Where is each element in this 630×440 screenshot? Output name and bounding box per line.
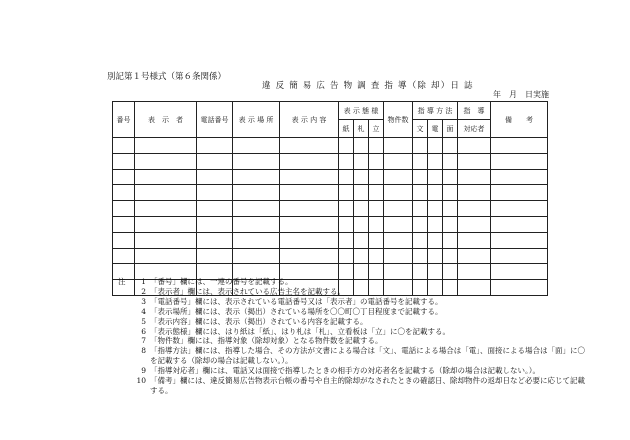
table-cell: [413, 216, 428, 232]
header-content: 表 示 内 容: [280, 102, 339, 138]
note-prefix: [118, 297, 128, 307]
table-cell: [428, 232, 443, 248]
table-cell: [369, 169, 384, 185]
table-cell: [413, 169, 428, 185]
table-cell: [428, 248, 443, 264]
table-cell: [135, 185, 197, 201]
table-cell: [113, 169, 135, 185]
table-cell: [443, 153, 458, 169]
note-item: [118, 317, 588, 327]
table-cell: [491, 169, 548, 185]
table-cell: [428, 138, 443, 154]
table-row: [113, 169, 548, 185]
table-cell: [458, 169, 491, 185]
header-number: 番号: [113, 102, 135, 138]
table-cell: [197, 248, 233, 264]
table-cell: [113, 153, 135, 169]
table-cell: [233, 216, 280, 232]
note-text: 「表示場所」欄には、表示（掲出）されている場所を〇〇町〇丁目程度まで記載する。: [150, 306, 443, 316]
table-cell: [339, 169, 354, 185]
table-cell: [458, 185, 491, 201]
table-row: [113, 185, 548, 201]
table-cell: [458, 216, 491, 232]
table-row: [113, 153, 548, 169]
note-prefix: [118, 287, 128, 297]
note-item: [118, 297, 588, 307]
header-method-document: 文: [413, 120, 428, 138]
table-cell: [384, 201, 413, 217]
header-phone: 電話番号: [197, 102, 233, 138]
table-cell: [413, 185, 428, 201]
form-label: 別記第１号様式（第６条関係）: [107, 72, 227, 82]
table-cell: [197, 185, 233, 201]
table-cell: [384, 232, 413, 248]
table-cell: [280, 138, 339, 154]
table-cell: [354, 169, 369, 185]
notes-section: [118, 277, 588, 396]
table-cell: [233, 138, 280, 154]
header-method-face: 面: [443, 120, 458, 138]
note-number: 2: [141, 286, 146, 296]
note-item: [118, 327, 588, 337]
table-cell: [443, 216, 458, 232]
table-cell: [113, 248, 135, 264]
table-cell: [428, 169, 443, 185]
table-cell: [280, 153, 339, 169]
table-cell: [354, 138, 369, 154]
table-cell: [428, 201, 443, 217]
table-cell: [135, 248, 197, 264]
table-cell: [280, 169, 339, 185]
table-cell: [197, 216, 233, 232]
table-cell: [233, 169, 280, 185]
table-cell: [491, 216, 548, 232]
table-cell: [339, 185, 354, 201]
table-cell: [197, 153, 233, 169]
table-cell: [413, 153, 428, 169]
table-cell: [369, 232, 384, 248]
table-cell: [354, 201, 369, 217]
header-remarks: 備 考: [491, 102, 548, 138]
header-form-paper: 紙: [339, 120, 354, 138]
note-prefix: [118, 336, 128, 346]
table-cell: [443, 232, 458, 248]
table-cell: [233, 248, 280, 264]
table-cell: [113, 185, 135, 201]
table-cell: [280, 216, 339, 232]
table-cell: [197, 169, 233, 185]
table-cell: [233, 232, 280, 248]
table-cell: [413, 138, 428, 154]
note-number: 7: [141, 336, 146, 346]
table-cell: [369, 153, 384, 169]
table-cell: [113, 138, 135, 154]
note-item: [118, 346, 588, 366]
table-cell: [491, 138, 548, 154]
document-title: 違 反 簡 易 広 告 物 調 査 指 導（除 却）日 誌: [262, 81, 474, 91]
note-item: [118, 287, 588, 297]
note-text: 「表示者」欄には、表示されている広告主名を記載する。: [150, 286, 345, 296]
table-cell: [491, 232, 548, 248]
note-prefix: [118, 327, 128, 337]
note-text: 「表示態様」欄には、はり紙は「紙」、はり札は「札」、立看板は「立」に〇を記載する。: [150, 326, 450, 336]
table-cell: [197, 138, 233, 154]
table-cell: [339, 201, 354, 217]
table-row: [113, 248, 548, 264]
table-cell: [491, 248, 548, 264]
table-cell: [428, 153, 443, 169]
table-cell: [384, 248, 413, 264]
table-cell: [443, 201, 458, 217]
table-cell: [135, 169, 197, 185]
table-cell: [135, 216, 197, 232]
table-row: [113, 201, 548, 217]
table-cell: [354, 216, 369, 232]
table-cell: [443, 169, 458, 185]
table-cell: [384, 216, 413, 232]
note-prefix: [118, 307, 128, 317]
table-cell: [443, 138, 458, 154]
table-cell: [135, 138, 197, 154]
table-cell: [413, 248, 428, 264]
table-cell: [369, 216, 384, 232]
header-form-tag: 札: [354, 120, 369, 138]
note-prefix: [118, 376, 128, 396]
note-text: 「表示内容」欄には、表示（掲出）されている内容を記載する。: [150, 316, 368, 326]
table-row: [113, 138, 548, 154]
table-cell: [458, 248, 491, 264]
table-cell: [369, 185, 384, 201]
note-number: 8: [141, 346, 146, 356]
table-cell: [458, 138, 491, 154]
header-location: 表 示 場 所: [233, 102, 280, 138]
table-cell: [413, 201, 428, 217]
table-cell: [428, 216, 443, 232]
table-cell: [197, 201, 233, 217]
note-text: 「指導方法」欄には、指導した場合、その方法が文書による場合は「文」、電話による場合は「電」、面接による場合は「面」に〇を記載する（除却の場合は記載しない。）。: [150, 346, 585, 366]
note-text: 「番号」欄には、一連の番号を記載する。: [150, 277, 293, 286]
note-number: 4: [141, 306, 146, 316]
note-number: 1: [141, 277, 146, 286]
table-cell: [491, 153, 548, 169]
note-item: [118, 376, 588, 396]
table-cell: [384, 138, 413, 154]
table-cell: [113, 201, 135, 217]
table-cell: [280, 248, 339, 264]
note-item: [118, 336, 588, 346]
table-cell: [413, 232, 428, 248]
table-row: [113, 232, 548, 248]
note-text: 「備考」欄には、違反簡易広告物表示台帳の番号や自主的除却がなされたときの確認日、除却物件の返却日など必要に応じて記載する。: [150, 376, 585, 395]
note-item: [118, 277, 588, 287]
table-cell: [369, 201, 384, 217]
note-number: 6: [141, 326, 146, 336]
header-form-stand: 立: [369, 120, 384, 138]
header-guidance-target: 指 導: [458, 102, 491, 120]
table-cell: [113, 216, 135, 232]
table-cell: [384, 169, 413, 185]
note-prefix: [118, 317, 128, 327]
table-cell: [339, 248, 354, 264]
table-cell: [233, 201, 280, 217]
date-line: 年 月 日実施: [493, 90, 549, 99]
table-cell: [135, 232, 197, 248]
table-cell: [369, 138, 384, 154]
table-cell: [428, 185, 443, 201]
note-text: 「電話番号」欄には、表示されている電話番号又は「表示者」の電話番号を記載する。: [150, 296, 443, 306]
header-guidance-method: 指 導 方 法: [413, 102, 458, 120]
note-text: 「物件数」欄には、指導対象（除却対象）となる物件数を記載する。: [150, 336, 383, 346]
note-item: [118, 366, 588, 376]
table-cell: [443, 185, 458, 201]
note-number: 3: [141, 296, 146, 306]
note-prefix: [118, 346, 128, 366]
note-number: 10: [136, 376, 146, 386]
table-cell: [233, 153, 280, 169]
table-cell: [354, 248, 369, 264]
table-cell: [339, 232, 354, 248]
table-cell: [280, 185, 339, 201]
table-cell: [135, 153, 197, 169]
log-table-body: [113, 138, 548, 296]
table-cell: [339, 216, 354, 232]
table-cell: [458, 232, 491, 248]
header-method-phone: 電: [428, 120, 443, 138]
table-cell: [339, 138, 354, 154]
note-item: [118, 307, 588, 317]
header-displayer: 表 示 者: [135, 102, 197, 138]
table-cell: [113, 232, 135, 248]
table-cell: [491, 185, 548, 201]
table-cell: [384, 185, 413, 201]
header-count: 物件数: [384, 102, 413, 138]
table-cell: [491, 201, 548, 217]
header-display-form: 表 示 態 様: [339, 102, 384, 120]
note-number: 5: [141, 316, 146, 326]
table-cell: [354, 185, 369, 201]
note-number: 9: [141, 366, 146, 376]
table-cell: [339, 153, 354, 169]
table-row: [113, 216, 548, 232]
table-cell: [280, 232, 339, 248]
note-prefix: 注: [118, 277, 126, 286]
table-cell: [369, 248, 384, 264]
table-cell: [197, 232, 233, 248]
table-cell: [354, 153, 369, 169]
table-cell: [458, 153, 491, 169]
table-cell: [384, 153, 413, 169]
inspection-log-table: [112, 101, 548, 296]
note-text: 「指導対応者」欄には、電話又は面接で指導したときの相手方の対応者名を記載する（除却の場合は記載しない。）。: [150, 366, 540, 376]
table-cell: [135, 201, 197, 217]
table-cell: [354, 232, 369, 248]
header-target-person: 対応者: [458, 120, 491, 138]
table-cell: [458, 201, 491, 217]
table-cell: [443, 248, 458, 264]
note-prefix: [118, 366, 128, 376]
table-cell: [233, 185, 280, 201]
table-cell: [280, 201, 339, 217]
